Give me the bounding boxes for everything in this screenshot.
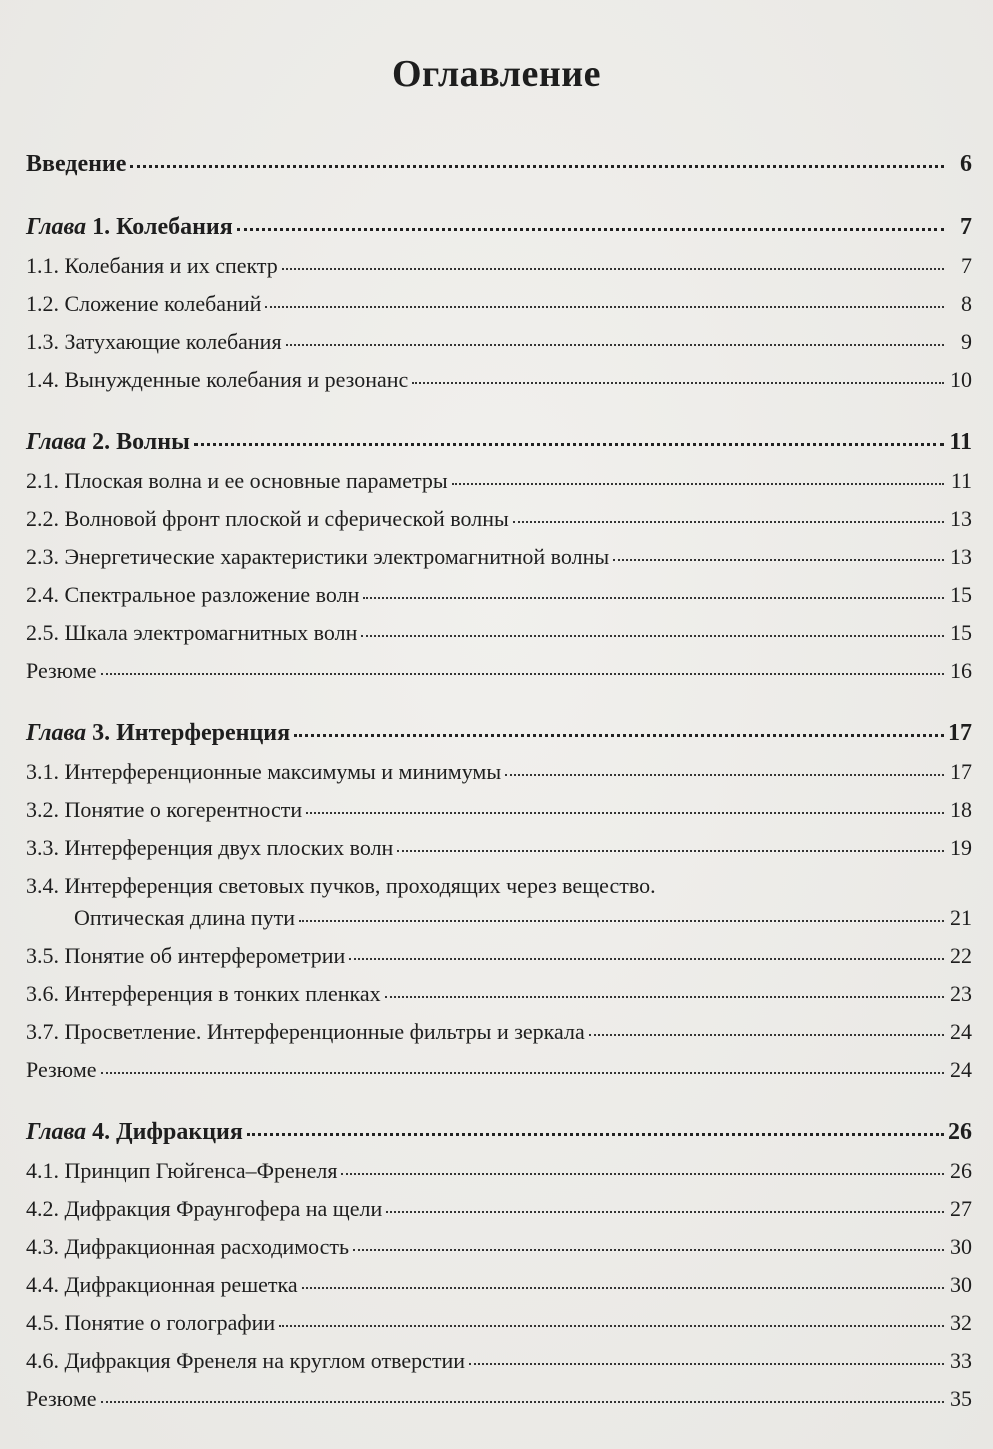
toc-item: 3.5. Понятие об интерферометрии 22 [26,943,972,968]
chapter-word: Глава [26,214,87,240]
toc-item: 4.5. Понятие о голографии 32 [26,1310,972,1335]
toc-item: 4.4. Дифракционная решетка 30 [26,1272,972,1297]
chapter-title: 1. Колебания [92,214,233,240]
chapter-title: 3. Интерференция [92,720,291,746]
toc-page-number: 11 [949,429,972,455]
toc-item: 2.2. Волновой фронт плоской и сферической волны 13 [26,506,972,531]
chapter-title: 2. Волны [92,429,190,455]
toc-item: 2.1. Плоская волна и ее основные параметры 11 [26,468,972,493]
toc-item: 4.6. Дифракция Френеля на круглом отверстии 33 [26,1348,972,1373]
toc-page-number: 7 [960,214,972,240]
toc-page-number: 17 [948,720,972,746]
toc-item: 1.4. Вынужденные колебания и резонанс 10 [26,367,972,392]
toc-chapter-2 [26,430,972,455]
toc-item-summary: Резюме 24 [26,1057,972,1082]
toc-item: 3.1. Интерференционные максимумы и минимумы 17 [26,759,972,784]
toc-chapter-1 [26,215,972,240]
toc-item: 4.1. Принцип Гюйгенса–Френеля 26 [26,1158,972,1183]
toc-item: 1.1. Колебания и их спектр 7 [26,253,972,278]
page-title: Оглавление [391,53,602,95]
toc-item: 2.3. Энергетические характеристики электромагнитной волны 13 [26,544,972,569]
chapter-title: 4. Дифракция [92,1119,243,1145]
toc-entry-label: 3.4. Интерференция световых пучков, проходящих через вещество. [26,873,656,898]
toc-item: 2.4. Спектральное разложение волн 15 [26,582,972,607]
toc-item: 3.7. Просветление. Интерференционные фильтры и зеркала 24 [26,1019,972,1044]
toc-item: 1.2. Сложение колебаний 8 [26,291,972,316]
toc-item-summary: Резюме 35 [26,1386,972,1411]
dot-leader [194,442,944,446]
dot-leader [237,227,944,231]
toc-entry-label: Введение [26,151,127,177]
toc-page-number: 6 [960,151,972,177]
toc-item-summary: Резюме 16 [26,658,972,683]
chapter-word: Глава [26,429,87,455]
toc-item-multiline: 3.4. Интерференция световых пучков, проходящих через вещество. Оптическая длина пути 21 [26,873,972,930]
toc-item: 2.5. Шкала электромагнитных волн 15 [26,620,972,645]
toc-page-number: 26 [948,1119,972,1145]
dot-leader [247,1132,944,1136]
toc-item: 3.6. Интерференция в тонких пленках 23 [26,981,972,1006]
chapter-word: Глава [26,1119,87,1145]
toc-chapter-3 [26,721,972,746]
toc-item: 4.2. Дифракция Фраунгофера на щели 27 [26,1196,972,1221]
dot-leader [130,164,944,168]
toc-chapter-4 [26,1120,972,1145]
toc-item: 1.3. Затухающие колебания 9 [26,329,972,354]
toc-item: 4.3. Дифракционная расходимость 30 [26,1234,972,1259]
dot-leader [294,733,944,737]
toc-item: 3.3. Интерференция двух плоских волн 19 [26,835,972,860]
toc-item: 3.2. Понятие о когерентности 18 [26,797,972,822]
chapter-word: Глава [26,720,87,746]
table-of-contents [26,152,972,1411]
toc-entry-intro [26,152,972,177]
